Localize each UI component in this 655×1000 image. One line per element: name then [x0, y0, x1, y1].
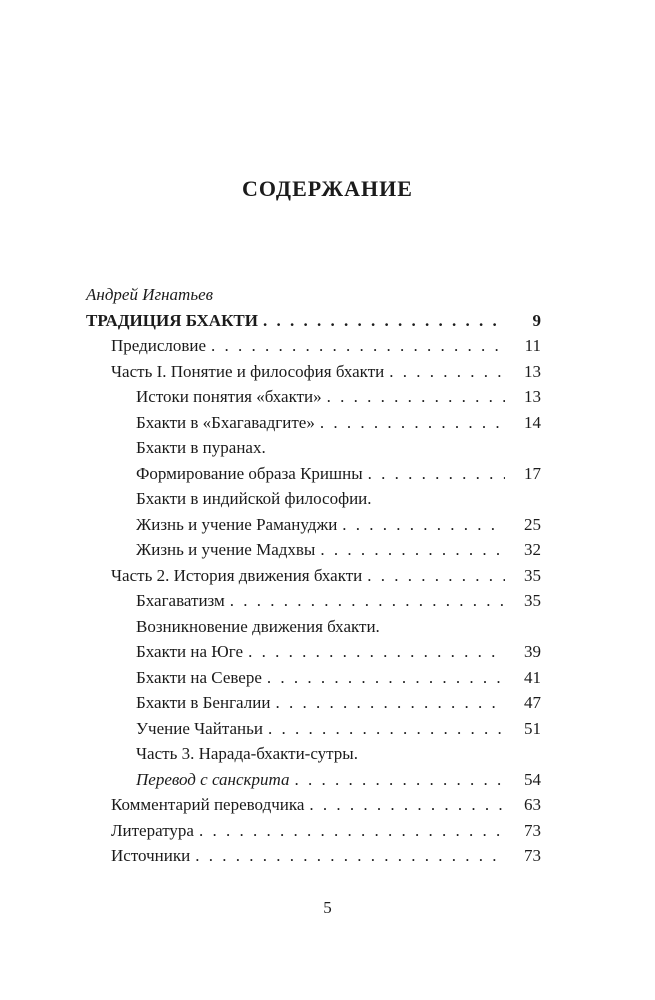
- toc-entry-label: Бхакти на Севере: [136, 667, 262, 687]
- toc-entry: [86, 384, 541, 410]
- toc-entry-page: 47: [524, 693, 541, 712]
- dot-leader: [384, 359, 505, 385]
- toc-entry: [86, 308, 541, 334]
- dot-leader: [337, 512, 505, 538]
- toc-entry: [86, 537, 541, 563]
- dot-leader: [194, 818, 505, 844]
- toc-entry-label: Бхакти в «Бхагавадгите»: [136, 412, 315, 432]
- toc-entry-page: 41: [524, 667, 541, 687]
- dot-leader: [304, 792, 505, 818]
- toc-entry-label: Часть 3. Нарада-бхакти-сутры.: [136, 744, 358, 763]
- toc-entry-page: 73: [524, 820, 541, 840]
- toc-entry: [86, 639, 541, 665]
- toc-entry-label: Часть 2. История движения бхакти: [111, 565, 363, 585]
- toc-entry-page: 54: [524, 769, 541, 789]
- dot-leader: [362, 563, 505, 589]
- toc-entry: [86, 359, 541, 385]
- toc-entry-page: 39: [524, 642, 541, 661]
- toc-entry: [86, 716, 541, 742]
- toc-entry: [86, 843, 541, 869]
- dot-leader: [206, 333, 505, 359]
- toc-entry-page: 73: [524, 846, 541, 865]
- toc-entry: [86, 333, 541, 359]
- toc-entry-label: Предисловие: [111, 336, 207, 355]
- toc-author: [86, 282, 541, 308]
- toc-entry: [86, 410, 541, 436]
- dot-leader: [315, 537, 505, 563]
- toc-entry: [86, 665, 541, 691]
- toc-list: [86, 282, 541, 869]
- toc-entry-label: Литература: [111, 820, 194, 840]
- toc-entry-page: 11: [524, 336, 541, 355]
- toc-entry-label: Истоки понятия «бхакти»: [136, 387, 322, 406]
- dot-leader: [263, 716, 505, 742]
- dot-leader: [322, 384, 505, 410]
- toc-entry-page: 63: [524, 795, 541, 814]
- toc-entry-label: Формирование образа Кришны: [136, 463, 363, 483]
- dot-leader: [262, 665, 505, 691]
- toc-entry-page: 17: [524, 463, 541, 483]
- toc-entry-label: Жизнь и учение Рамануджи: [136, 514, 338, 534]
- toc-entry: [86, 563, 541, 589]
- page-number: 5: [323, 898, 332, 917]
- toc-author-label: Андрей Игнатьев: [86, 285, 213, 304]
- toc-title: СОДЕРЖАНИЕ: [242, 176, 413, 201]
- dot-leader: [289, 767, 505, 793]
- toc-entry-page: 35: [524, 591, 541, 610]
- toc-entry: [86, 792, 541, 818]
- toc-entry-label: Комментарий переводчика: [111, 795, 305, 814]
- toc-entry-label: Бхакти в Бенгалии: [136, 693, 271, 712]
- dot-leader: [363, 461, 505, 487]
- toc-entry: [86, 614, 541, 640]
- toc-entry-label: Бхагаватизм: [136, 591, 225, 610]
- toc-entry-label: Учение Чайтаньи: [136, 718, 263, 738]
- toc-entry: [86, 690, 541, 716]
- toc-entry: [86, 818, 541, 844]
- toc-entry-label: Бхакти на Юге: [136, 642, 244, 661]
- toc-entry: [86, 435, 541, 461]
- toc-entry-page: 51: [524, 718, 541, 738]
- toc-entry: [86, 588, 541, 614]
- toc-entry-label: Часть I. Понятие и философия бхакти: [111, 361, 385, 381]
- toc-entry-label: Бхакти в индийской философии.: [136, 489, 372, 508]
- toc-entry: [86, 486, 541, 512]
- dot-leader: [190, 843, 505, 869]
- toc-entry-page: 25: [524, 514, 541, 534]
- dot-leader: [258, 308, 505, 334]
- toc-entry: [86, 512, 541, 538]
- toc-entry-page: 9: [532, 310, 541, 330]
- dot-leader: [270, 690, 505, 716]
- toc-entry-label: Бхакти в пуранах.: [136, 438, 266, 457]
- toc-entry-page: 32: [524, 540, 541, 559]
- dot-leader: [315, 410, 505, 436]
- toc-entry: [86, 461, 541, 487]
- toc-entry: [86, 741, 541, 767]
- dot-leader: [243, 639, 505, 665]
- toc-entry-page: 35: [524, 565, 541, 585]
- toc-entry-page: 14: [524, 412, 541, 432]
- toc-entry-label: Жизнь и учение Мадхвы: [136, 540, 316, 559]
- toc-entry: [86, 767, 541, 793]
- toc-entry-page: 13: [524, 387, 541, 406]
- dot-leader: [225, 588, 505, 614]
- toc-entry-label: Перевод с санскрита: [136, 769, 290, 789]
- toc-entry-label: ТРАДИЦИЯ БХАКТИ: [86, 310, 258, 330]
- toc-entry-label: Возникновение движения бхакти.: [136, 616, 380, 636]
- toc-entry-label: Источники: [111, 846, 191, 865]
- toc-entry-page: 13: [524, 361, 541, 381]
